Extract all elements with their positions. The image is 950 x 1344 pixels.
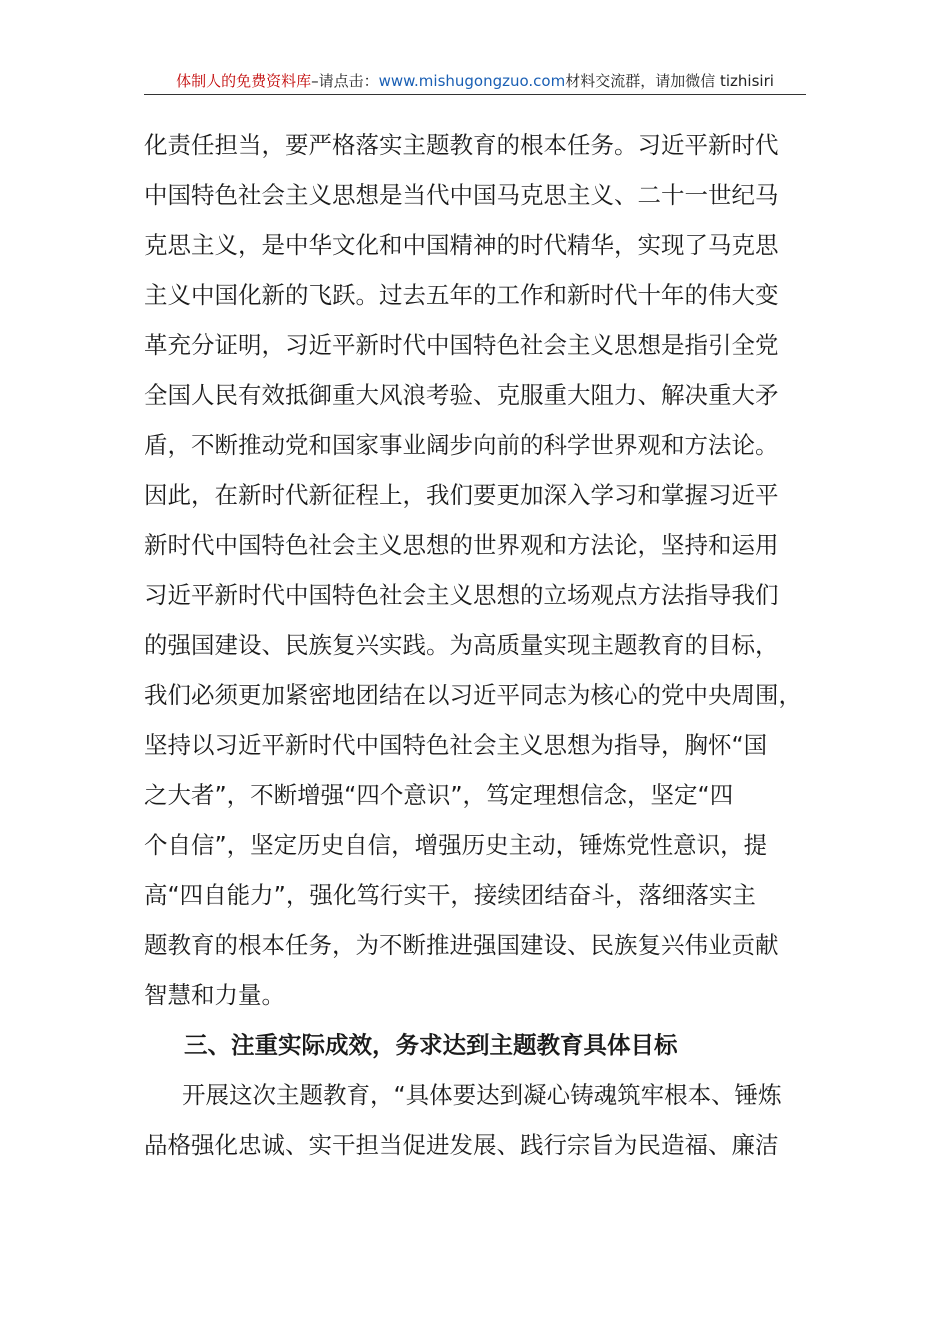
text-line: 中国特色社会主义思想是当代中国马克思主义、二十一世纪马	[144, 181, 779, 209]
header-brand: 体制人的免费资料库	[176, 72, 312, 90]
header-note: 材料交流群，请加微信 tizhisiri	[565, 72, 774, 90]
text-line: 题教育的根本任务，为不断推进强国建设、民族复兴伟业贡献	[144, 931, 779, 959]
text-line: 克思主义，是中华文化和中国精神的时代精华，实现了马克思	[144, 231, 779, 259]
text-line: 盾，不断推动党和国家事业阔步向前的科学世界观和方法论。	[144, 431, 779, 459]
text-line: 之大者”，不断增强“四个意识”，笃定理想信念，坚定“四	[144, 781, 734, 809]
text-line: 全国人民有效抵御重大风浪考验、克服重大阻力、解决重大矛	[144, 381, 779, 409]
text-line: 革充分证明，习近平新时代中国特色社会主义思想是指引全党	[144, 331, 779, 359]
text-line: 新时代中国特色社会主义思想的世界观和方法论，坚持和运用	[144, 531, 779, 559]
text-line: 因此，在新时代新征程上，我们要更加深入学习和掌握习近平	[144, 481, 779, 509]
text-line: 品格强化忠诚、实干担当促进发展、践行宗旨为民造福、廉洁	[144, 1131, 779, 1159]
text-line: 坚持以习近平新时代中国特色社会主义思想为指导，胸怀“国	[144, 731, 768, 759]
text-line: 个自信”，坚定历史自信，增强历史主动，锤炼党性意识，提	[144, 831, 768, 859]
text-line: 习近平新时代中国特色社会主义思想的立场观点方法指导我们	[144, 581, 779, 609]
header-prompt: –请点击：	[311, 72, 379, 90]
text-line: 开展这次主题教育，“具体要达到凝心铸魂筑牢根本、锤炼	[182, 1081, 782, 1109]
text-line: 的强国建设、民族复兴实践。为高质量实现主题教育的目标，	[144, 631, 779, 659]
text-line: 主义中国化新的飞跃。过去五年的工作和新时代十年的伟大变	[144, 281, 779, 309]
text-line: 智慧和力量。	[144, 981, 285, 1009]
page-header	[144, 70, 806, 95]
text-line: 我们必须更加紧密地团结在以习近平同志为核心的党中央周围，	[144, 681, 802, 709]
text-line: 高“四自能力”，强化笃行实干，接续团结奋斗，落细落实主	[144, 881, 756, 909]
section-heading: 三、注重实际成效，务求达到主题教育具体目标	[184, 1031, 678, 1059]
text-line: 化责任担当，要严格落实主题教育的根本任务。习近平新时代	[144, 131, 779, 159]
header-link[interactable]: www.mishugongzuo.com	[378, 72, 566, 90]
document-body	[144, 120, 808, 1170]
